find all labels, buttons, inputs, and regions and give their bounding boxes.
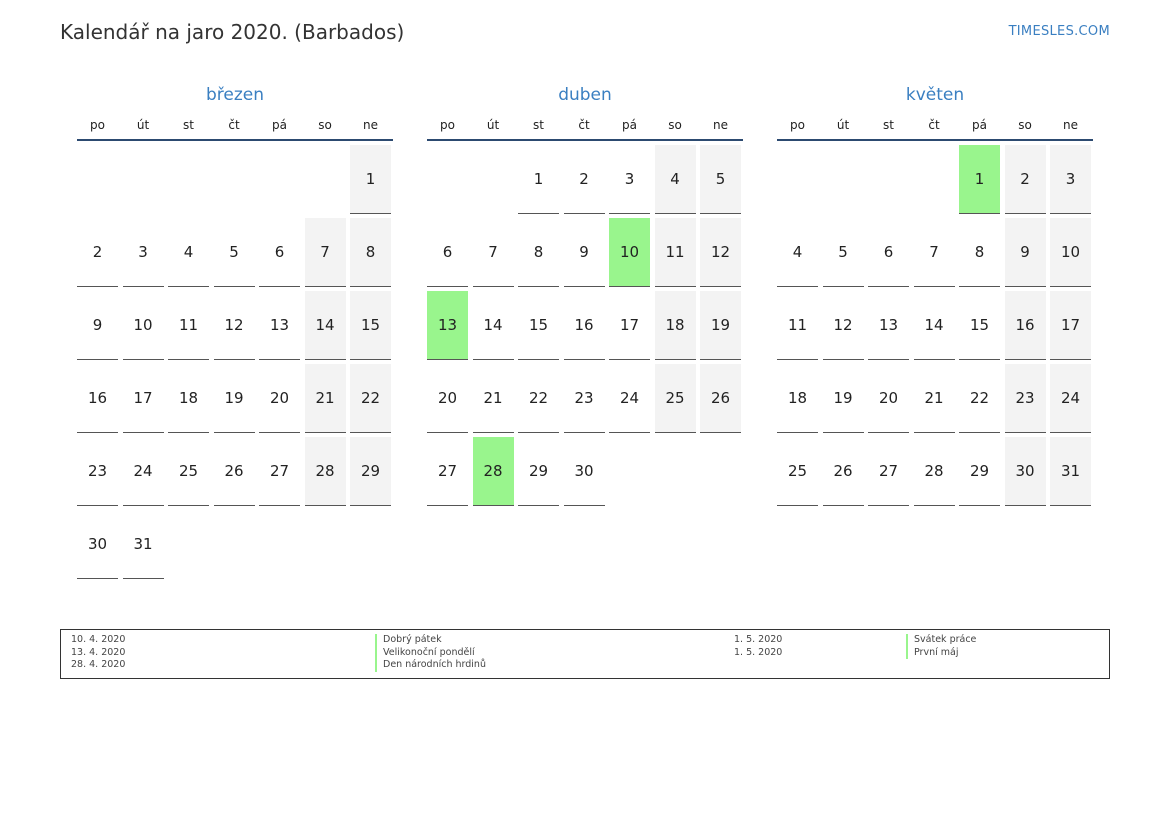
legend-date: 10. 4. 2020 [71,634,126,645]
weekday-label: ne [713,118,728,132]
holiday-legend [60,629,1110,679]
empty-cell [914,145,955,214]
day-cell: 23 [564,364,605,433]
day-grid [77,145,393,579]
day-cell: 30 [1005,437,1046,506]
day-cell: 14 [914,291,955,360]
holiday-day-cell: 1 [959,145,1000,214]
day-cell: 13 [259,291,300,360]
legend-date: 1. 5. 2020 [734,646,783,658]
day-cell: 11 [168,291,209,360]
holiday-day-cell: 28 [473,437,514,506]
day-cell: 29 [518,437,559,506]
day-cell: 25 [777,437,818,506]
weekday-label: pá [272,118,287,132]
weekday-label: so [668,118,682,132]
day-cell: 2 [1005,145,1046,214]
day-cell: 27 [868,437,909,506]
day-cell: 16 [77,364,118,433]
weekday-label: út [486,118,500,132]
site-link[interactable]: TIMESLES.COM [1008,24,1110,39]
day-cell: 8 [959,218,1000,287]
legend-holiday-name: Velikonoční pondělí [375,647,475,660]
day-cell: 11 [777,291,818,360]
day-cell: 28 [305,437,346,506]
day-cell: 13 [868,291,909,360]
day-cell: 21 [473,364,514,433]
empty-cell [305,145,346,214]
day-cell: 17 [123,364,164,433]
day-cell: 7 [914,218,955,287]
day-cell: 16 [1005,291,1046,360]
legend-holiday-name: Den národních hrdinů [375,659,486,672]
day-cell: 20 [868,364,909,433]
day-cell: 2 [564,145,605,214]
weekday-header [77,117,393,141]
empty-cell [259,145,300,214]
weekday-label: so [1018,118,1032,132]
holiday-day-cell: 13 [427,291,468,360]
empty-cell [427,145,468,214]
page-title: Kalendář na jaro 2020. (Barbados) [60,20,405,44]
weekday-label: so [318,118,332,132]
day-cell: 26 [700,364,741,433]
legend-holiday-name: Svátek práce [906,634,976,647]
day-cell: 31 [1050,437,1091,506]
day-cell: 15 [518,291,559,360]
day-cell: 4 [168,218,209,287]
day-cell: 16 [564,291,605,360]
day-cell: 12 [700,218,741,287]
day-cell: 6 [868,218,909,287]
day-cell: 1 [518,145,559,214]
weekday-label: pá [622,118,637,132]
day-cell: 17 [1050,291,1091,360]
day-cell: 17 [609,291,650,360]
empty-cell [473,145,514,214]
day-cell: 14 [473,291,514,360]
month-name: duben [558,85,612,105]
day-cell: 18 [777,364,818,433]
weekday-label: po [440,118,455,132]
day-cell: 15 [959,291,1000,360]
day-cell: 9 [1005,218,1046,287]
empty-cell [777,145,818,214]
day-cell: 4 [655,145,696,214]
day-cell: 19 [700,291,741,360]
holiday-day-cell: 10 [609,218,650,287]
day-cell: 26 [214,437,255,506]
weekday-label: čt [578,118,590,132]
day-cell: 29 [959,437,1000,506]
day-cell: 7 [473,218,514,287]
day-cell: 8 [518,218,559,287]
month-name: březen [205,85,265,105]
day-cell: 1 [350,145,391,214]
day-cell: 24 [123,437,164,506]
month-name: květen [905,85,965,105]
weekday-label: po [790,118,805,132]
legend-date: 1. 5. 2020 [734,634,783,645]
day-cell: 24 [609,364,650,433]
empty-cell [868,145,909,214]
day-cell: 4 [777,218,818,287]
empty-cell [823,145,864,214]
day-cell: 18 [655,291,696,360]
month-calendar [427,83,743,506]
day-cell: 5 [700,145,741,214]
weekday-label: čt [228,118,240,132]
day-cell: 25 [168,437,209,506]
day-cell: 18 [168,364,209,433]
day-cell: 21 [914,364,955,433]
day-cell: 30 [77,510,118,579]
empty-cell [214,145,255,214]
day-cell: 3 [609,145,650,214]
day-cell: 28 [914,437,955,506]
day-cell: 23 [1005,364,1046,433]
day-cell: 20 [427,364,468,433]
weekday-label: čt [928,118,940,132]
weekday-label: pá [972,118,987,132]
day-cell: 12 [214,291,255,360]
day-cell: 12 [823,291,864,360]
weekday-label: ne [1063,118,1078,132]
weekday-label: st [533,118,544,132]
day-cell: 24 [1050,364,1091,433]
weekday-label: ne [363,118,378,132]
month-calendar [777,83,1093,506]
day-cell: 5 [214,218,255,287]
day-cell: 10 [1050,218,1091,287]
day-cell: 14 [305,291,346,360]
weekday-label: st [183,118,194,132]
day-cell: 6 [427,218,468,287]
day-cell: 31 [123,510,164,579]
day-cell: 26 [823,437,864,506]
weekday-header [777,117,1093,141]
legend-date: 28. 4. 2020 [71,659,126,670]
weekday-label: út [836,118,850,132]
weekday-label: st [883,118,894,132]
month-calendar [77,83,393,579]
day-cell: 21 [305,364,346,433]
day-cell: 3 [123,218,164,287]
day-cell: 9 [77,291,118,360]
day-cell: 6 [259,218,300,287]
day-cell: 27 [427,437,468,506]
weekday-header [427,117,743,141]
day-cell: 8 [350,218,391,287]
day-cell: 25 [655,364,696,433]
day-cell: 7 [305,218,346,287]
weekday-label: po [90,118,105,132]
day-cell: 19 [823,364,864,433]
day-grid [427,145,743,506]
day-cell: 2 [77,218,118,287]
day-cell: 19 [214,364,255,433]
day-cell: 11 [655,218,696,287]
day-cell: 5 [823,218,864,287]
day-cell: 10 [123,291,164,360]
day-cell: 3 [1050,145,1091,214]
day-cell: 9 [564,218,605,287]
empty-cell [123,145,164,214]
empty-cell [168,145,209,214]
day-cell: 22 [959,364,1000,433]
weekday-label: út [136,118,150,132]
day-cell: 23 [77,437,118,506]
day-cell: 29 [350,437,391,506]
day-cell: 15 [350,291,391,360]
empty-cell [77,145,118,214]
legend-holiday-name: První máj [906,647,959,660]
day-cell: 22 [350,364,391,433]
day-cell: 30 [564,437,605,506]
day-grid [777,145,1093,506]
day-cell: 27 [259,437,300,506]
day-cell: 22 [518,364,559,433]
legend-holiday-name: Dobrý pátek [375,634,442,647]
day-cell: 20 [259,364,300,433]
legend-date: 13. 4. 2020 [71,646,126,658]
